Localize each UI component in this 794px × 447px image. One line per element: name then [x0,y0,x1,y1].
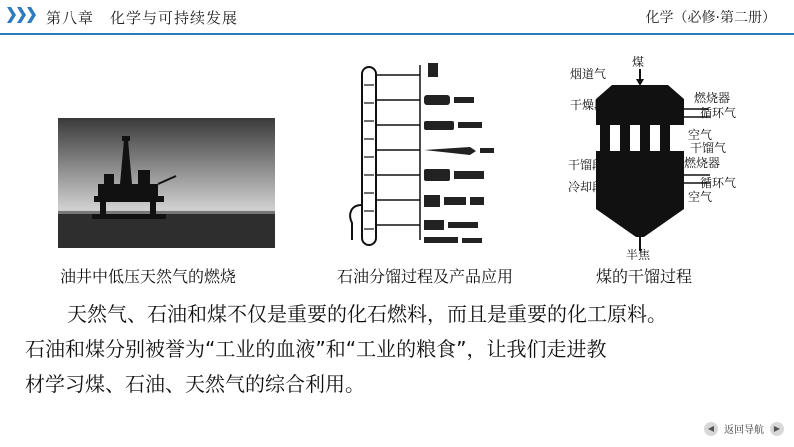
book-title: 化学（必修·第二册） [645,10,776,26]
coal-label-dry-distill-section: 干馏段 [568,158,605,172]
coal-label-semi-coke: 半焦 [626,248,651,260]
coal-label-air2: 空气 [688,190,713,204]
coal-label-burner2: 燃烧器 [684,156,721,170]
coal-carbonization-diagram [560,55,750,260]
coal-label-dry-distill-gas: 干馏气 [690,141,727,155]
intro-paragraph [25,297,777,402]
oil-platform-photo [58,118,275,248]
paragraph-line-2: 石油和煤分别被誉为“工业的血液”和“工业的粮食”，让我们走进教 [25,337,607,361]
paragraph-line-3: 材学习煤、石油、天然气的综合利用。 [25,372,365,396]
coal-label-cooling-section: 冷却段 [568,180,605,194]
coal-label-burner1: 燃烧器 [694,91,731,105]
header-bar [0,0,794,34]
chapter-title: 第八章 化学与可持续发展 [46,9,239,27]
coal-label-air1: 空气 [688,128,713,142]
distillation-caption: 石油分馏过程及产品应用 [337,267,514,286]
coal-label-recycle2: 循环气 [700,176,737,190]
distillation-diagram [340,55,520,255]
coal-label-dry-section: 干燥段 [570,98,607,112]
coal-label-recycle1: 循环气 [700,106,737,120]
return-nav-link[interactable]: 返回导航 [724,425,764,436]
chevron-right-icon [7,7,36,25]
oil-well-caption: 油井中低压天然气的燃烧 [60,267,237,286]
footer-nav [704,421,784,436]
paragraph-line-1: 天然气、石油和煤不仅是重要的化石燃料，而且是重要的化工原料。 [67,302,667,326]
coal-label-coal: 煤 [632,55,645,69]
prev-arrow-icon[interactable]: ◀ [704,422,718,436]
next-arrow-icon[interactable]: ▶ [770,422,784,436]
coal-caption: 煤的干馏过程 [596,267,693,286]
coal-label-flue: 烟道气 [570,67,607,81]
header-divider [0,33,794,35]
